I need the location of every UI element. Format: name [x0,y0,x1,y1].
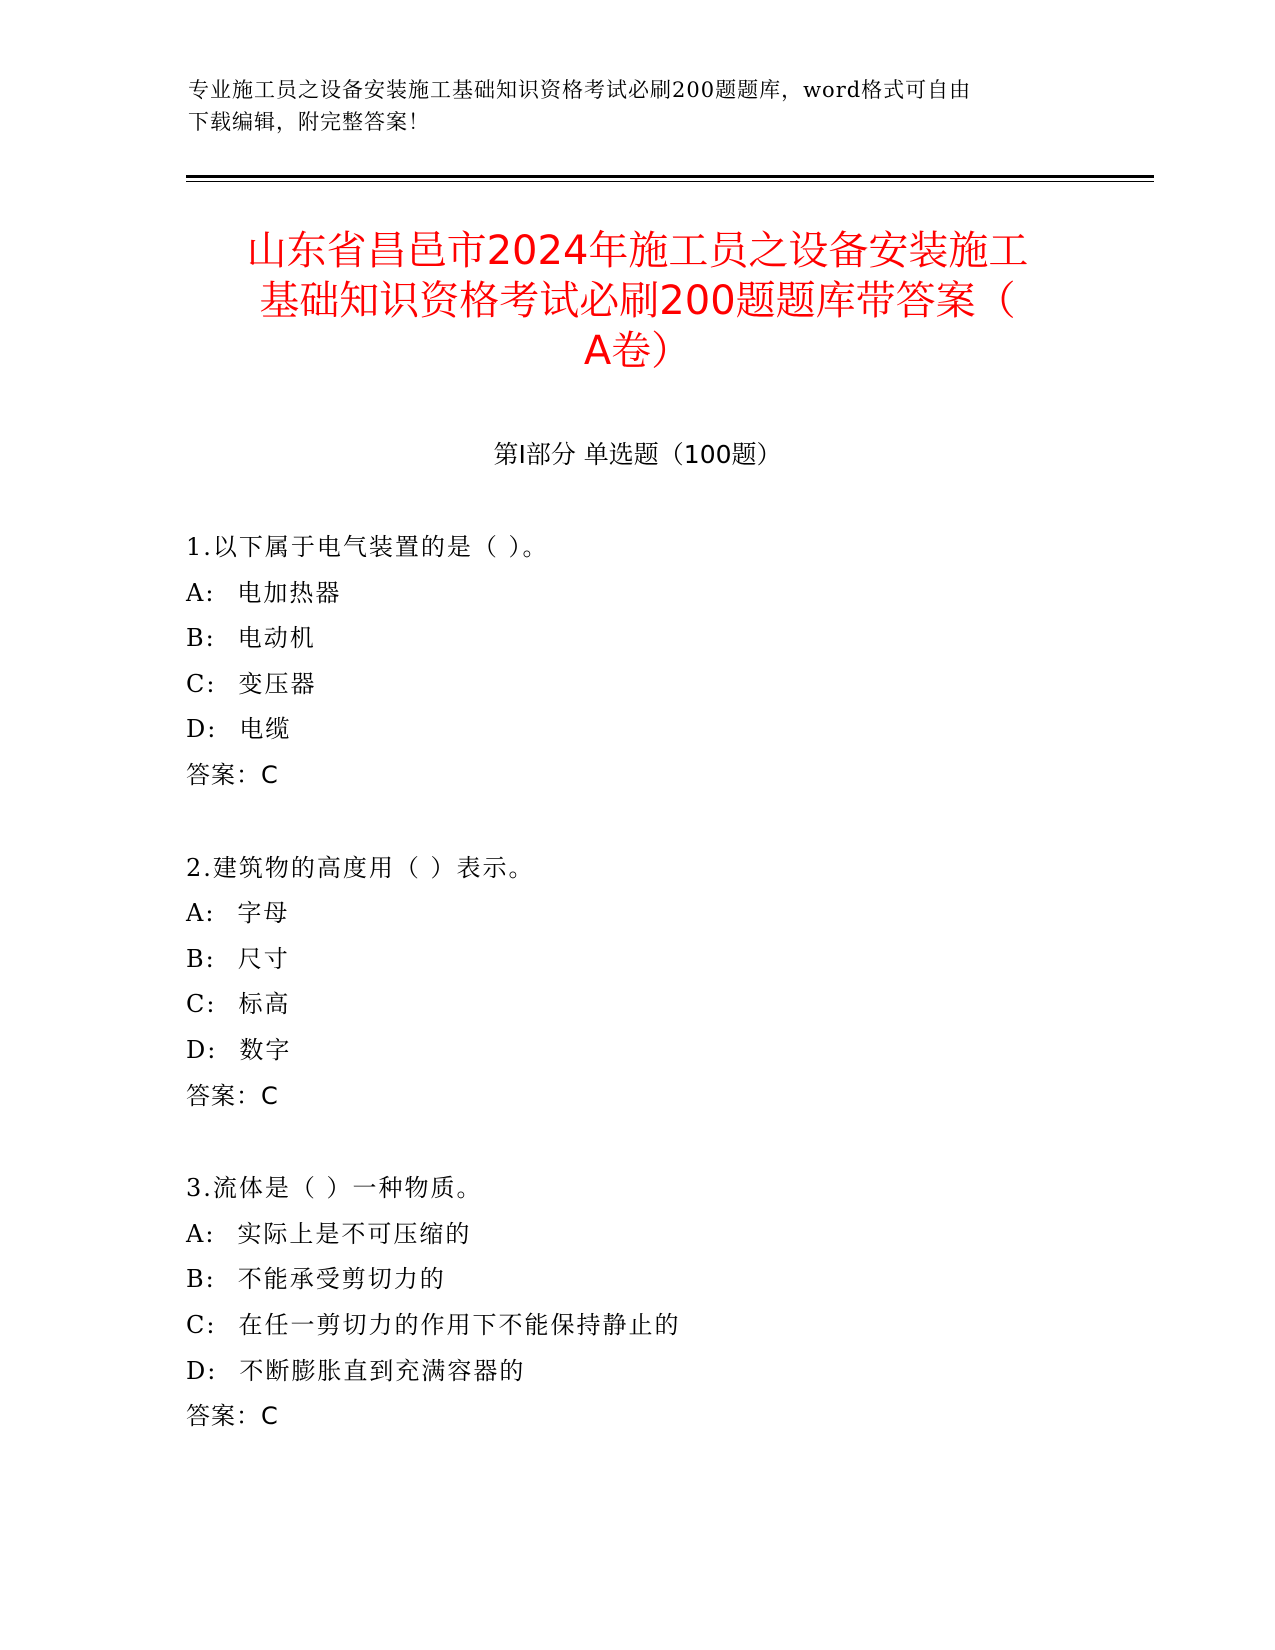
option-c [186,982,1136,1028]
option-text: 变压器 [238,669,317,698]
option-a [186,1212,1136,1258]
option-b [186,1257,1136,1303]
option-text: 在任一剪切力的作用下不能保持静止的 [238,1310,681,1339]
document-title [150,226,1125,376]
option-b [186,937,1136,983]
option-key: C: [186,669,217,698]
document-title-line: 基础知识资格考试必刷200题题库带答案（ [259,278,1016,324]
option-b [186,616,1136,662]
question-item [186,846,1136,1120]
question-item [186,1166,1136,1440]
question-stem: 3.流体是（ ）一种物质。 [186,1174,483,1203]
option-text: 电加热器 [237,578,342,607]
option-text: 尺寸 [237,944,290,973]
option-d [186,1349,1136,1395]
option-d [186,707,1136,753]
header-divider-thick [186,175,1154,178]
option-c [186,662,1136,708]
option-key: A: [186,578,216,607]
header-note-line: 下载编辑，附完整答案！ [188,110,430,134]
option-key: D: [186,715,218,744]
question-list [186,525,1136,1487]
option-key: C: [186,990,217,1019]
option-text: 实际上是不可压缩的 [237,1219,472,1248]
option-a [186,571,1136,617]
option-text: 不断膨胀直到充满容器的 [239,1356,526,1385]
option-key: D: [186,1356,218,1385]
option-a [186,891,1136,937]
option-text: 电缆 [239,715,292,744]
option-key: B: [186,1265,216,1294]
question-stem: 2.建筑物的高度用（ ）表示。 [186,853,535,882]
option-text: 不能承受剪切力的 [237,1265,446,1294]
answer-line: 答案：C [186,1081,279,1110]
option-key: A: [186,1219,216,1248]
question-item [186,525,1136,799]
option-text: 标高 [238,990,291,1019]
option-key: A: [186,899,216,928]
header-note-line: 专业施工员之设备安装施工基础知识资格考试必刷200题题库，word格式可自由 [188,78,972,102]
answer-line: 答案：C [186,760,279,789]
option-text: 字母 [237,899,290,928]
header-note [188,74,1088,138]
option-text: 电动机 [237,624,316,653]
option-key: D: [186,1035,218,1064]
question-stem: 1.以下属于电气装置的是（ ）。 [186,533,549,561]
option-key: B: [186,624,216,653]
document-title-line: 山东省昌邑市2024年施工员之设备安装施工 [246,228,1029,274]
option-d [186,1028,1136,1074]
option-c [186,1303,1136,1349]
section-heading: 第Ⅰ部分 单选题（100题） [493,440,782,469]
header-divider-thin [186,181,1154,182]
answer-line: 答案：C [186,1402,279,1431]
option-key: B: [186,944,216,973]
document-title-line: A卷） [583,328,692,374]
option-key: C: [186,1310,217,1339]
option-text: 数字 [239,1035,292,1064]
